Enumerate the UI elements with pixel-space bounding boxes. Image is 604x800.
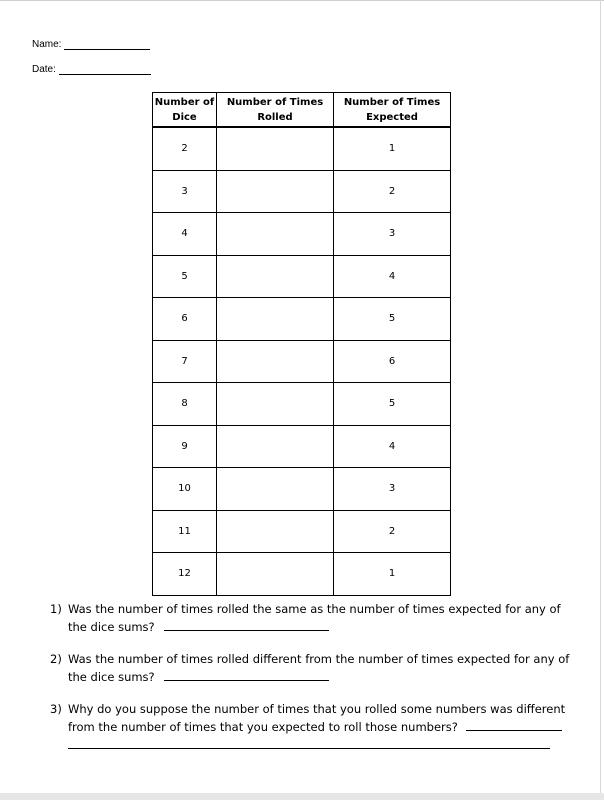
page-bottom-band [0,793,604,800]
table-row [153,553,451,596]
times-rolled-cell[interactable] [217,510,334,553]
times-expected-cell: 1 [334,553,451,596]
times-rolled-cell[interactable] [217,213,334,256]
times-expected-cell: 6 [334,340,451,383]
dice-count-cell: 11 [153,510,217,553]
answer-blank[interactable] [466,718,562,731]
table-row [153,298,451,341]
date-field-row [32,64,151,75]
table-header-row [153,93,451,128]
times-rolled-cell[interactable] [217,425,334,468]
dice-count-cell: 7 [153,340,217,383]
table-row [153,425,451,468]
table-row [153,468,451,511]
times-expected-cell: 2 [334,170,451,213]
name-field-row [32,39,150,50]
question-text: Was the number of times rolled the same as the number of times expected for any of the dice sums? [68,602,561,634]
dice-table [152,92,451,596]
times-rolled-cell[interactable] [217,298,334,341]
dice-count-cell: 4 [153,213,217,256]
question-number: 1) [50,602,62,616]
dice-count-cell: 2 [153,127,217,170]
name-blank[interactable] [64,39,150,50]
table-row [153,255,451,298]
date-label: Date: [32,64,56,75]
dice-count-cell: 9 [153,425,217,468]
times-expected-cell: 1 [334,127,451,170]
times-rolled-cell[interactable] [217,127,334,170]
header-times-expected: Number of Times Expected [334,93,451,128]
times-rolled-cell[interactable] [217,340,334,383]
times-expected-cell: 4 [334,255,451,298]
question-number: 3) [50,702,62,716]
question-text: Why do you suppose the number of times that you rolled some numbers was different from the number of times that you expected to roll those numbers? [68,702,566,734]
table-row [153,170,451,213]
table-row [153,213,451,256]
question-text: Was the number of times rolled different from the number of times expected for any of the dice sums? [68,652,570,684]
times-expected-cell: 2 [334,510,451,553]
table-row [153,510,451,553]
times-rolled-cell[interactable] [217,553,334,596]
times-rolled-cell[interactable] [217,255,334,298]
dice-count-cell: 6 [153,298,217,341]
answer-line[interactable] [68,736,550,749]
times-rolled-cell[interactable] [217,170,334,213]
times-expected-cell: 5 [334,298,451,341]
page-right-border [600,0,601,793]
table-row [153,383,451,426]
answer-blank[interactable] [164,618,329,631]
date-blank[interactable] [59,64,151,75]
name-label: Name: [32,39,62,50]
times-expected-cell: 4 [334,425,451,468]
times-expected-cell: 3 [334,468,451,511]
header-number-of-dice: Number of Dice [153,93,217,128]
dice-count-cell: 5 [153,255,217,298]
times-rolled-cell[interactable] [217,468,334,511]
dice-count-cell: 3 [153,170,217,213]
times-expected-cell: 3 [334,213,451,256]
times-expected-cell: 5 [334,383,451,426]
question-number: 2) [50,652,62,666]
question-3 [50,700,570,749]
answer-blank[interactable] [164,668,329,681]
question-1 [50,600,570,636]
dice-count-cell: 8 [153,383,217,426]
times-rolled-cell[interactable] [217,383,334,426]
table-row [153,340,451,383]
page-top-border [0,0,604,1]
table-row [153,127,451,170]
question-2 [50,650,570,686]
dice-count-cell: 10 [153,468,217,511]
questions-list [50,600,570,763]
dice-count-cell: 12 [153,553,217,596]
header-times-rolled: Number of Times Rolled [217,93,334,128]
